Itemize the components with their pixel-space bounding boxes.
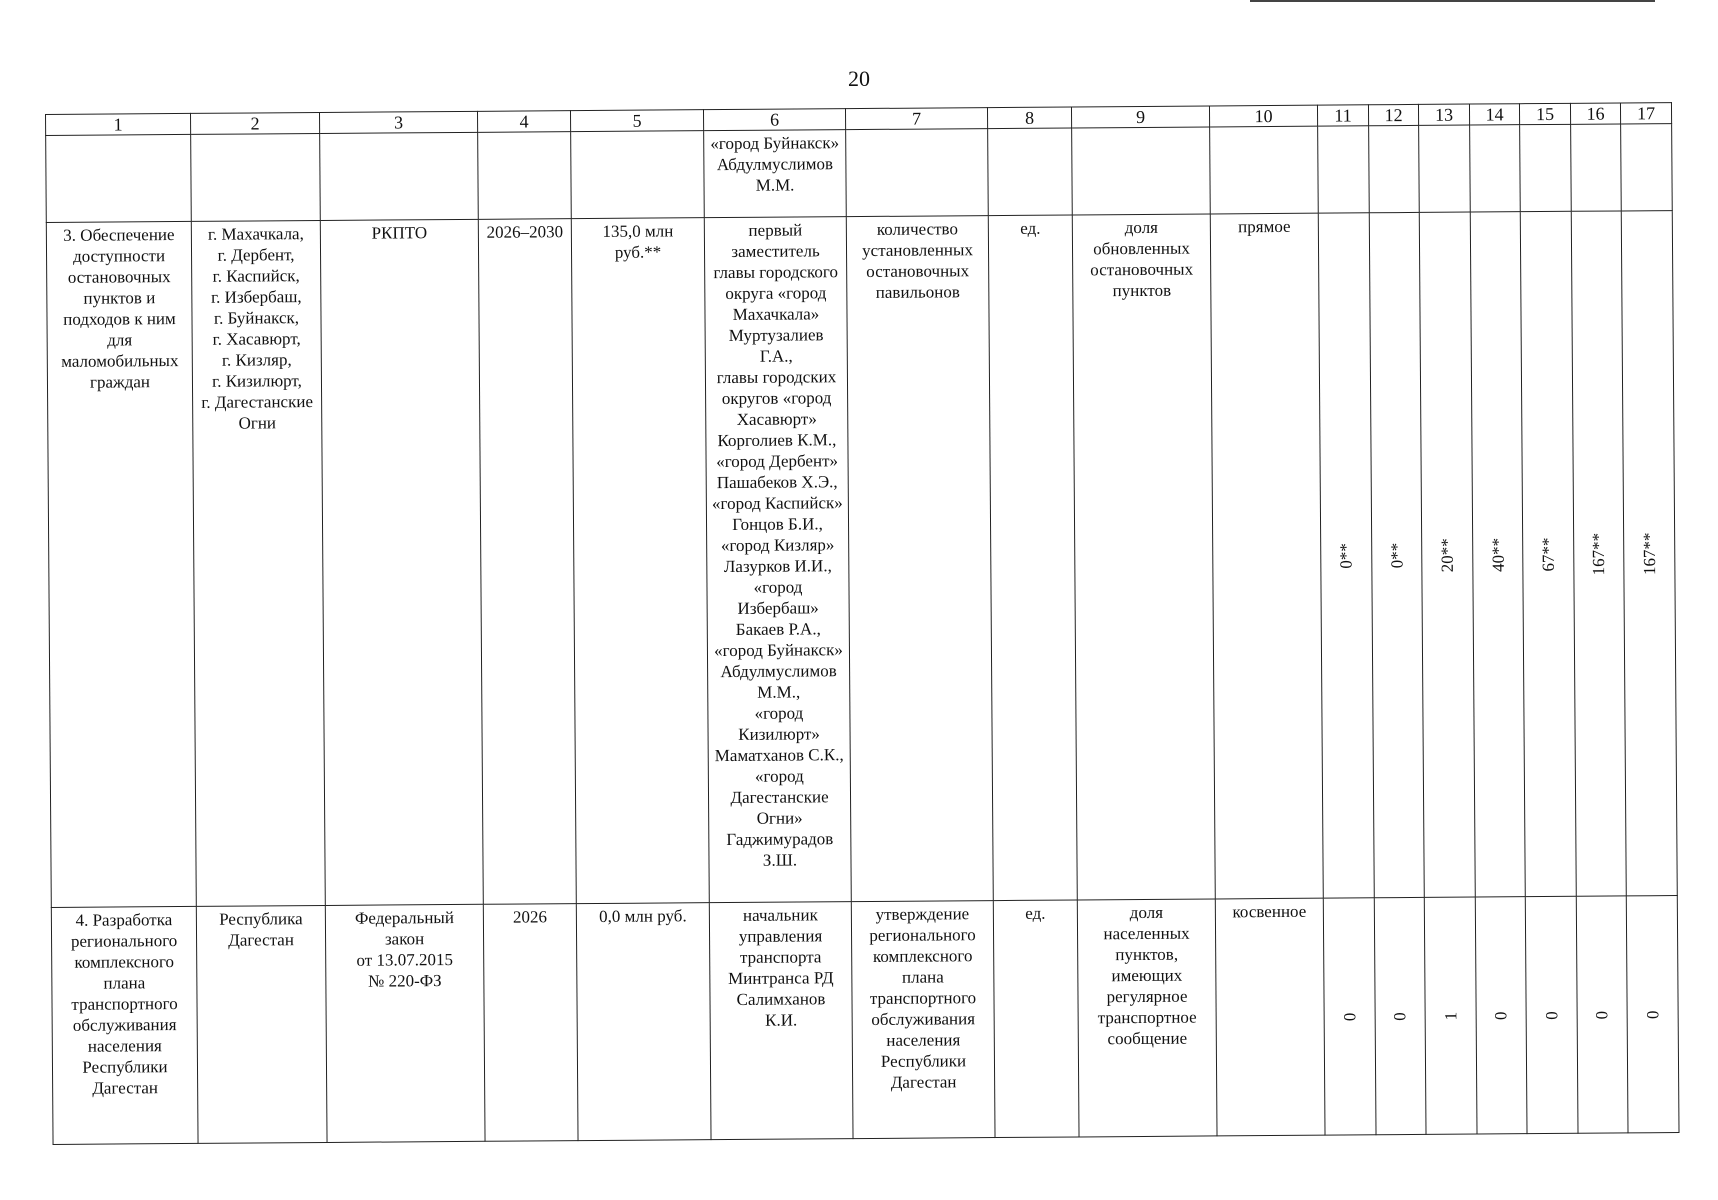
column-number: 1 xyxy=(46,113,191,135)
year-value: 0 xyxy=(1626,896,1679,1133)
table-row xyxy=(51,896,1679,1145)
responsible: начальник управления транспорта Минтранса РД Салимханов К.И. xyxy=(709,902,853,1140)
year-value: 0 xyxy=(1576,896,1628,1133)
column-number: 14 xyxy=(1469,104,1519,125)
column-number: 5 xyxy=(570,110,703,132)
target-indicator: доля обновленных остановочных пунктов xyxy=(1072,214,1215,900)
column-number: 3 xyxy=(319,111,477,133)
measure-name: 3. Обеспечение доступности остановочных пунктов и подходов к ним для маломобильных граждан xyxy=(46,221,196,907)
unit: ед. xyxy=(993,900,1079,1138)
column-number: 11 xyxy=(1317,105,1368,126)
year-value: 0 xyxy=(1374,897,1426,1134)
unit: ед. xyxy=(988,215,1077,901)
year-value: 167** xyxy=(1571,211,1626,896)
territory: г. Махачкала, г. Дербент, г. Каспийск, г. Избербаш, г. Буйнакск, г. Хасавюрт, г. Кизляр, г. Кизилюрт, г. Дагестанские Огни xyxy=(191,220,325,906)
funding: 135,0 млн руб.** xyxy=(571,218,709,904)
year-value: 40** xyxy=(1470,212,1525,897)
impact-type: прямое xyxy=(1210,213,1323,899)
column-number: 16 xyxy=(1570,103,1620,124)
column-number: 6 xyxy=(703,109,845,131)
page-number: 20 xyxy=(848,66,870,91)
target-indicator: доля населенных пунктов, имеющих регулярное транспортное сообщение xyxy=(1077,899,1217,1137)
column-number: 15 xyxy=(1519,103,1570,124)
year-value: 167** xyxy=(1621,211,1677,896)
indicator: утверждение регионального комплексного плана транспортного обслуживания населения Республики Дагестан xyxy=(851,901,995,1139)
funding: 0,0 млн руб. xyxy=(576,903,711,1141)
document-sheet xyxy=(45,102,1680,1145)
year-value: 0** xyxy=(1318,213,1374,898)
program-table xyxy=(45,102,1680,1145)
territory: Республика Дагестан xyxy=(196,905,327,1143)
year-value: 67** xyxy=(1520,211,1576,896)
period: 2026–2030 xyxy=(478,219,576,905)
impact-type: косвенное xyxy=(1215,898,1325,1136)
continuation-responsible: «город Буйнакск» Абдулмуслимов М.М. xyxy=(704,130,847,218)
column-number: 17 xyxy=(1620,103,1671,124)
table-row xyxy=(46,211,1677,908)
indicator: количество установленных остановочных павильонов xyxy=(846,216,993,902)
measure-name: 4. Разработка регионального комплексного плана транспортного обслуживания населения Республики Дагестан xyxy=(51,906,198,1144)
continuation-row xyxy=(46,124,1673,223)
column-number: 10 xyxy=(1209,105,1317,127)
year-value: 0 xyxy=(1323,898,1376,1135)
column-number: 4 xyxy=(477,111,570,133)
column-number: 8 xyxy=(987,107,1071,129)
responsible: первый заместитель главы городского округа «город Махачкала» Муртузалиев Г.А., главы городских округов «город Хасавюрт» Корголиев К.М., «город Дербент» Пашабеков Х.Э., «город Каспийск» Гонцов Б.И., «город Кизляр» Лазурков И.И., «город Избербаш» Бакаев Р.А., «город Буйнакск» Абдулмуслимов М.М., «город Кизилюрт» Маматханов С.К., «город Дагестанские Огни» Гаджимурадов З.Ш. xyxy=(704,217,851,903)
column-number: 13 xyxy=(1418,104,1469,125)
period: 2026 xyxy=(483,904,578,1142)
column-number: 12 xyxy=(1368,104,1418,125)
year-value: 20** xyxy=(1419,212,1475,897)
column-number: 9 xyxy=(1071,106,1209,128)
year-value: 0 xyxy=(1525,896,1578,1133)
top-rule xyxy=(1250,0,1655,2)
year-value: 0 xyxy=(1475,897,1527,1134)
column-number: 2 xyxy=(190,112,319,134)
column-number: 7 xyxy=(845,108,987,130)
year-value: 1 xyxy=(1424,897,1477,1134)
basis: Федеральный закон от 13.07.2015 № 220-ФЗ xyxy=(325,904,485,1142)
year-value: 0** xyxy=(1369,212,1424,897)
basis: РКПТО xyxy=(320,219,483,905)
